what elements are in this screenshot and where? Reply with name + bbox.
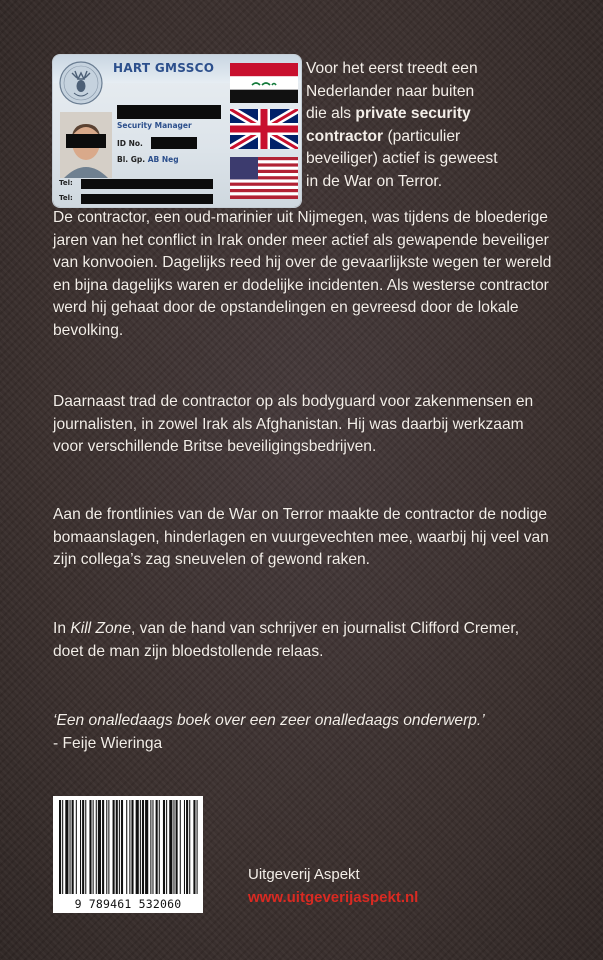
card-tel-label-1: Tel: [59, 179, 73, 187]
intro-line-1: Voor het eerst treedt een [306, 60, 478, 77]
card-bloodgroup-field [117, 155, 179, 164]
barcode-bar [131, 800, 133, 894]
barcode-bar [82, 800, 84, 894]
barcode-bar [180, 800, 181, 894]
barcode-bar [126, 800, 127, 894]
barcode-bar [102, 800, 104, 894]
person-photo-icon [60, 112, 112, 178]
barcode-bar [129, 800, 130, 894]
barcode-bar [193, 800, 195, 894]
card-role: Security Manager [117, 121, 192, 130]
intro-line-3-bold: private security [355, 105, 471, 122]
barcode-bar [152, 800, 153, 894]
barcode-bar [136, 800, 139, 894]
barcode-bar [186, 800, 188, 894]
paragraph-2: Daarnaast trad de contractor op als bodyguard voor zakenmensen en journalisten, in zowel Irak als Afghanistan. Hij was daarbij werkzaam voor verschillende Britse beveiligingsbedrijven. [53, 393, 534, 455]
barcode-bar [150, 800, 151, 894]
us-flag-icon [230, 157, 298, 199]
intro-line-4-bold: contractor [306, 127, 384, 145]
redacted-tel-bar-2 [81, 194, 213, 204]
barcode-bar [163, 800, 165, 894]
barcode-bar [197, 800, 198, 894]
intro-text [306, 58, 556, 193]
barcode-bar [89, 800, 91, 894]
barcode-bar [159, 800, 160, 894]
card-company-name: HART GMSSCO [113, 61, 215, 75]
barcode-bar [169, 800, 172, 894]
barcode-bar [65, 800, 68, 894]
barcode-bar [116, 800, 118, 894]
barcode-bar [96, 800, 97, 894]
redacted-name-bar [117, 105, 221, 119]
card-tel-label-2: Tel: [59, 194, 73, 202]
barcode-digits: 9 789461 532060 [74, 897, 182, 911]
intro-line-6: in de War on Terror. [306, 172, 443, 190]
barcode-bar [59, 800, 61, 894]
uk-flag-icon [230, 109, 298, 149]
card-id-label: ID No. [117, 139, 143, 148]
intro-line-4 [306, 126, 556, 149]
barcode-bar [85, 800, 86, 894]
redacted-id-bar [151, 137, 197, 149]
barcode-bar [140, 800, 141, 894]
barcode-bar [166, 800, 167, 894]
barcode-bar [189, 800, 190, 894]
isbn-barcode [53, 796, 203, 913]
book-title: Kill Zone [70, 620, 132, 637]
paragraph-4-pre: In [53, 620, 71, 637]
barcode-bar [119, 800, 120, 894]
barcode-bar [108, 800, 109, 894]
card-id-field [117, 139, 143, 148]
barcode-bar [98, 800, 101, 894]
intro-line-5: beveiliger) actief is geweest [306, 150, 498, 167]
barcode-bar [70, 800, 71, 894]
quote-text: ‘Een onalledaags boek over een zeer onalledaags onderwerp.’ [53, 712, 485, 729]
barcode-bar [113, 800, 115, 894]
quote-author: - Feije Wieringa [53, 734, 163, 752]
barcode-icon [53, 798, 203, 898]
paragraph-3: Aan de frontlinies van de War on Terror maakte de contractor de nodige bomaanslagen, hinderlagen en vuurgevechten mee, waarbij hij veel van zijn collega’s zag sneuvelen of gewond raken. [53, 506, 549, 568]
barcode-bar [106, 800, 107, 894]
intro-line-2: Nederlander naar buiten [306, 82, 475, 100]
barcode-bar [121, 800, 123, 894]
barcode-bar [62, 800, 63, 894]
barcode-bar [80, 800, 81, 894]
barcode-bar [173, 800, 174, 894]
publisher-name: Uitgeverij Aspekt [248, 866, 360, 883]
paragraph-4-post: , van de hand van schrijver en journalist Clifford Cremer, doet de man zijn bloedstollende relaas. [53, 620, 520, 660]
id-card-image [53, 55, 301, 207]
card-photo [60, 112, 112, 178]
barcode-bar [184, 800, 185, 894]
redacted-tel-bar-1 [81, 179, 213, 189]
intro-line-4-post: (particulier [383, 127, 461, 145]
barcode-bar [142, 800, 144, 894]
barcode-bar [176, 800, 178, 894]
barcode-bar [72, 800, 74, 894]
intro-line-3-pre: die als [306, 105, 356, 122]
deer-emblem-icon [57, 59, 109, 107]
review-quote [53, 710, 553, 755]
card-bloodgroup-value: AB Neg [147, 155, 179, 164]
paragraph-4 [53, 618, 553, 663]
barcode-bar [156, 800, 158, 894]
barcode-bar [145, 800, 148, 894]
paragraph-1: De contractor, een oud-marinier uit Nijmegen, was tijdens de bloederige jaren van het conflict in Irak onder meer actief als gewapende beveiliger van konvooien. Dagelijks reed hij over de gevaarlijkste wegen ter wereld en bijna dagelijks waren er dodelijke incidenten. Als westerse contractor werd hij gehaat door de opstandelingen en gevreesd door de lokale bevolking. [53, 209, 552, 339]
barcode-bar [76, 800, 77, 894]
publisher-website-link[interactable]: www.uitgeverijaspekt.nl [248, 889, 419, 906]
card-bloodgroup-label: Bl. Gp. [117, 155, 146, 164]
intro-line-3 [306, 103, 556, 126]
iraq-flag-icon [230, 63, 298, 103]
barcode-bar [93, 800, 94, 894]
